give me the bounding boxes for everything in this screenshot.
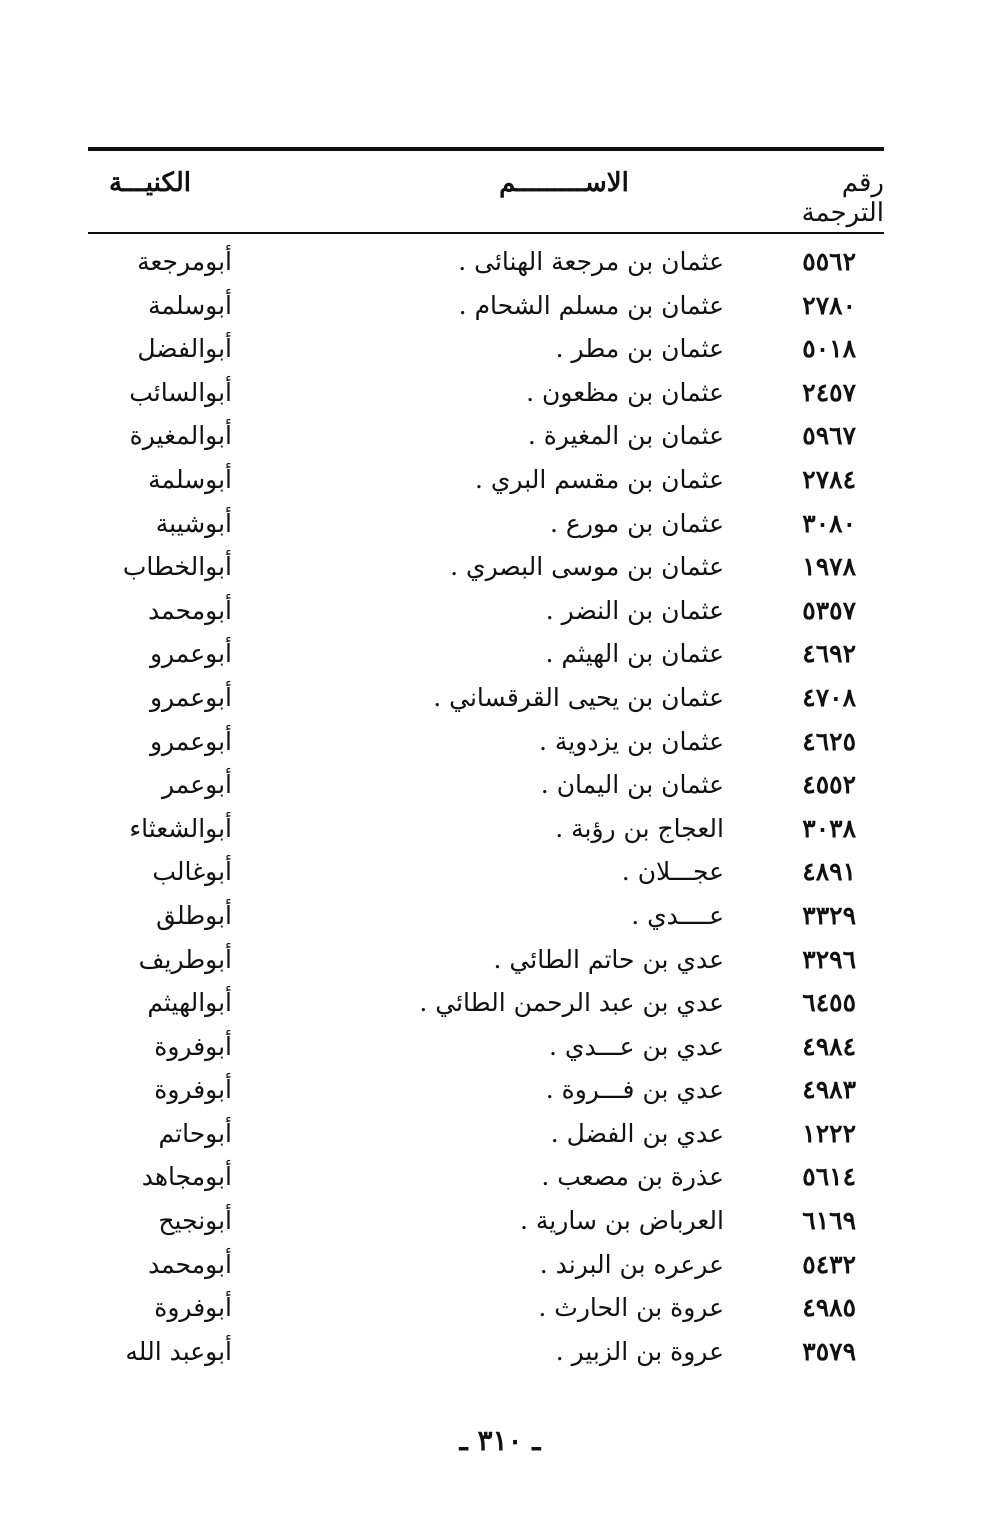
kunya: أبومحمد xyxy=(148,1249,232,1279)
person-name: عثمان بن المغيرة . xyxy=(527,421,724,451)
kunya: أبونجيح xyxy=(158,1206,232,1236)
table-row xyxy=(88,371,884,415)
person-name: عرعره بن البرند . xyxy=(539,1249,724,1279)
table-row xyxy=(88,1155,884,1199)
person-name: العجاج بن رؤبة . xyxy=(555,813,724,843)
header-name: الاســـــــــم xyxy=(499,168,629,198)
person-name: عدي بن حاتم الطائي . xyxy=(493,944,724,974)
person-name: عروة بن الزبير . xyxy=(555,1336,724,1366)
person-name: عثمان بن يزدوية . xyxy=(539,726,724,756)
translation-number: ٥٦١٤ xyxy=(802,1162,856,1192)
table-row xyxy=(88,1330,884,1374)
kunya: أبوفروة xyxy=(154,1031,232,1061)
person-name: عثمان بن النضر . xyxy=(545,595,724,625)
kunya: أبوالمغيرة xyxy=(129,421,232,451)
person-name: عثمان بن يحيى القرقساني . xyxy=(433,682,724,712)
table-row xyxy=(88,240,884,284)
person-name: عذرة بن مصعب . xyxy=(541,1162,724,1192)
person-name: عثمان بن مطر . xyxy=(555,334,724,364)
table-row xyxy=(88,938,884,982)
person-name: عثمان بن اليمان . xyxy=(540,770,724,800)
table-row xyxy=(88,1243,884,1287)
translation-number: ٤٦٩٢ xyxy=(802,639,856,669)
table-row xyxy=(88,545,884,589)
table-row xyxy=(88,414,884,458)
kunya: أبوعبد الله xyxy=(125,1336,232,1366)
header-rule xyxy=(88,232,884,234)
kunya: أبومحمد xyxy=(148,595,232,625)
kunya: أبوسلمة xyxy=(148,464,232,494)
person-name: عدي بن عبد الرحمن الطائي . xyxy=(419,988,724,1018)
table-row xyxy=(88,1025,884,1069)
person-name: عثمان بن موسى البصري . xyxy=(450,552,724,582)
translation-number: ١٩٧٨ xyxy=(802,552,856,582)
top-rule xyxy=(88,147,884,151)
table-row xyxy=(88,807,884,851)
table-row xyxy=(88,589,884,633)
translation-number: ٤٦٢٥ xyxy=(802,726,856,756)
person-name: عدي بن فـــروة . xyxy=(545,1075,724,1105)
translation-number: ٥٩٦٧ xyxy=(802,421,856,451)
entries-list xyxy=(88,240,884,1373)
translation-number: ٢٧٨٤ xyxy=(802,464,856,494)
kunya: أبوعمرو xyxy=(149,682,232,712)
person-name: عثمان بن مرجعة الهنائى . xyxy=(458,247,724,276)
person-name: عثمان بن مظعون . xyxy=(526,377,724,407)
translation-number: ٤٧٠٨ xyxy=(802,682,856,712)
kunya: أبوفروة xyxy=(154,1293,232,1323)
translation-number: ٥٠١٨ xyxy=(802,334,856,364)
translation-number: ٣٠٣٨ xyxy=(802,813,856,843)
table-row xyxy=(88,720,884,764)
kunya: أبوعمر xyxy=(162,770,232,800)
table-row xyxy=(88,763,884,807)
kunya: أبومرجعة xyxy=(137,247,232,276)
translation-number: ٤٩٨٥ xyxy=(802,1293,856,1323)
table-row xyxy=(88,327,884,371)
person-name: العرباض بن سارية . xyxy=(520,1206,724,1236)
table-row xyxy=(88,1068,884,1112)
table-header xyxy=(88,160,884,228)
page-number: ـ ٣١٠ ـ xyxy=(459,1424,541,1457)
table-row xyxy=(88,502,884,546)
translation-number: ٣٠٨٠ xyxy=(802,508,856,538)
translation-number: ٣٥٧٩ xyxy=(802,1336,856,1366)
table-row xyxy=(88,632,884,676)
kunya: أبوالهيثم xyxy=(147,988,232,1018)
translation-number: ٣٢٩٦ xyxy=(802,944,856,974)
translation-number: ١٢٢٢ xyxy=(802,1118,856,1148)
translation-number: ٥٤٣٢ xyxy=(802,1249,856,1279)
person-name: عثمان بن مورع . xyxy=(550,508,724,538)
kunya: أبوحاتم xyxy=(158,1118,232,1148)
translation-number: ٢٧٨٠ xyxy=(802,290,856,320)
person-name: عثمان بن مسلم الشحام . xyxy=(458,290,724,320)
kunya: أبوالسائب xyxy=(129,377,232,407)
person-name: عثمان بن الهيثم . xyxy=(545,639,724,669)
translation-number: ٤٨٩١ xyxy=(802,857,856,887)
table-row xyxy=(88,284,884,328)
kunya: أبوعمرو xyxy=(149,726,232,756)
translation-number: ٦٤٥٥ xyxy=(802,988,856,1018)
table-row xyxy=(88,676,884,720)
translation-number: ٦١٦٩ xyxy=(802,1206,856,1236)
header-kunya: الكنيـــة xyxy=(109,168,191,198)
person-name: عجـــلان . xyxy=(621,857,724,887)
kunya: أبوفروة xyxy=(154,1075,232,1105)
kunya: أبوطلق xyxy=(156,900,232,930)
kunya: أبومجاهد xyxy=(141,1162,232,1192)
table-row xyxy=(88,1112,884,1156)
header-translation-number: رقم الترجمة xyxy=(801,168,884,228)
table-row xyxy=(88,1286,884,1330)
table-row xyxy=(88,981,884,1025)
table-row xyxy=(88,458,884,502)
person-name: عــــدي . xyxy=(631,900,724,930)
kunya: أبوالشعثاء xyxy=(129,813,232,843)
person-name: عدي بن عـــدي . xyxy=(549,1031,724,1061)
table-row xyxy=(88,894,884,938)
person-name: عدي بن الفضل . xyxy=(550,1118,724,1148)
translation-number: ٢٤٥٧ xyxy=(802,377,856,407)
kunya: أبوشيبة xyxy=(155,508,232,538)
kunya: أبوالخطاب xyxy=(122,552,232,582)
table-row xyxy=(88,850,884,894)
person-name: عروة بن الحارث . xyxy=(538,1293,724,1323)
translation-number: ٤٥٥٢ xyxy=(802,770,856,800)
kunya: أبوالفضل xyxy=(137,334,232,364)
translation-number: ٤٩٨٤ xyxy=(802,1031,856,1061)
translation-number: ٥٥٦٢ xyxy=(802,247,856,276)
kunya: أبوسلمة xyxy=(148,290,232,320)
person-name: عثمان بن مقسم البري . xyxy=(474,464,724,494)
translation-number: ٥٣٥٧ xyxy=(802,595,856,625)
table-row xyxy=(88,1199,884,1243)
kunya: أبوطريف xyxy=(138,944,232,974)
translation-number: ٤٩٨٣ xyxy=(802,1075,856,1105)
kunya: أبوعمرو xyxy=(149,639,232,669)
translation-number: ٣٣٢٩ xyxy=(802,900,856,930)
kunya: أبوغالب xyxy=(152,857,232,887)
